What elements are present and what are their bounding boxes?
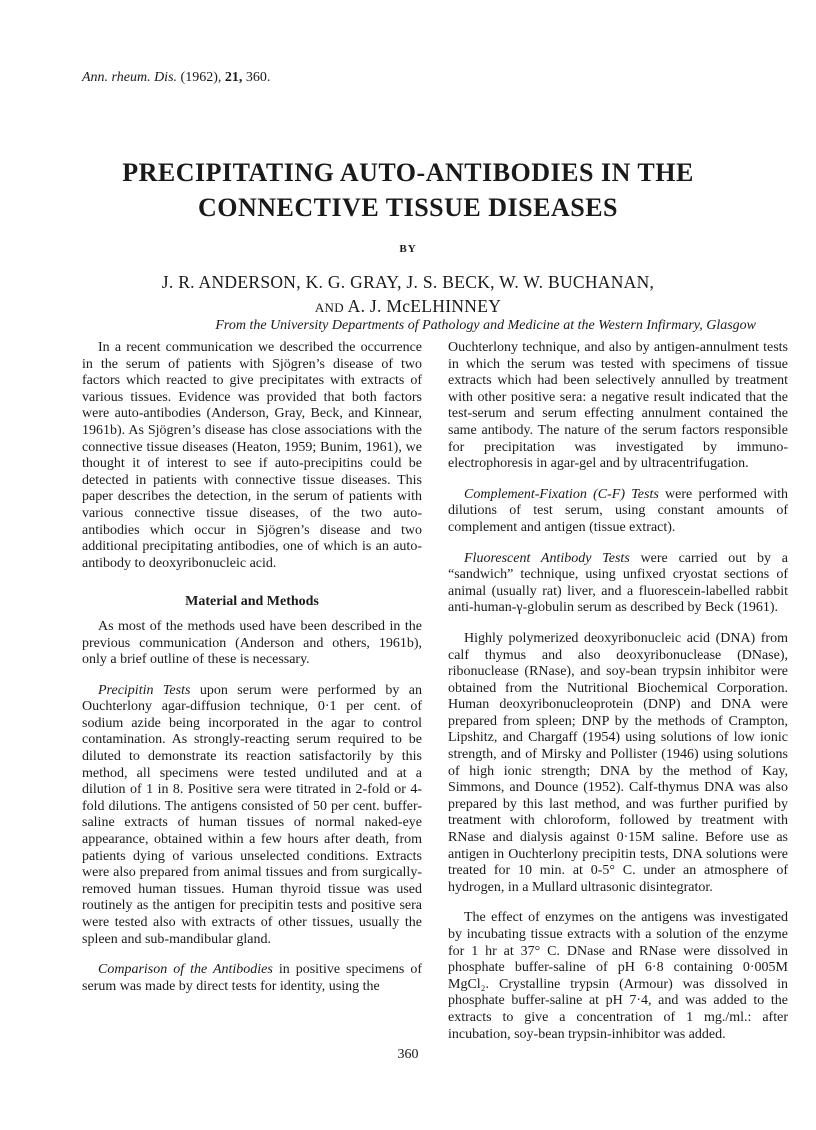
- complement-lead: Complement-Fixation (C-F) Tests: [464, 486, 659, 502]
- fluorescent-paragraph: [448, 551, 788, 617]
- enzyme-paragraph: The effect of enzymes on the antigens was investigated by incubating tissue extracts with a solution of the enzyme for 1 hr at 37° C. DNase and RNase were dissolved in phosphate buffer-saline of pH 6·8 containing 0·005M MgCl₂. Crystalline trypsin (Armour) was dissolved in phosphate buffer-saline at pH 7·4, and was added to the extracts to give a concentration of 1 mg./ml.: after incubation, soy-bean trypsin-inhibitor was added.: [448, 910, 788, 1042]
- citation: [82, 70, 270, 86]
- page-number: 360: [397, 1047, 419, 1062]
- citation-journal: Ann. rheum. Dis.: [82, 70, 178, 85]
- section-heading: Material and Methods: [185, 594, 319, 610]
- authors-line-1: J. R. ANDERSON, K. G. GRAY, J. S. BECK, W. W. BUCHANAN,: [161, 272, 655, 292]
- intro-paragraph: In a recent communication we described the occurrence in the serum of patients with Sjögren’s disease of two factors which reacted to give precipitates with extracts of various tissues. Evidence was provided that both factors were auto-antibodies (Anderson, Gray, Beck, and Kinnear, 1961b). As Sjögren’s disease has close associations with the connective tissue diseases (Heaton, 1959; Bunim, 1961), we thought it of interest to see if auto-precipitins could be detected in patients with connective tissue diseases. This paper describes the detection, in the serum of patients with various connective tissue diseases, of the two auto-antibodies which occur in Sjögren’s disease and two additional precipitating antibodies, one of which is an auto-antibody to deoxyribonucleic acid.: [82, 340, 422, 571]
- comparison-lead: Comparison of the Antibodies: [98, 962, 273, 978]
- affiliation: From the University Departments of Pathology and Medicine at the Western Infirmary, Glasgow: [215, 318, 756, 333]
- authors: [40, 270, 776, 320]
- citation-year: (1962),: [180, 70, 222, 85]
- article-title: [40, 155, 776, 225]
- fluorescent-lead: Fluorescent Antibody Tests: [464, 550, 630, 566]
- title-line-2: CONNECTIVE TISSUE DISEASES: [197, 193, 618, 222]
- methods-intro-paragraph: As most of the methods used have been described in the previous communication (Anderson and others, 1961b), only a brief outline of these is necessary.: [82, 618, 422, 668]
- precipitin-paragraph: [82, 683, 422, 949]
- by-label: BY: [399, 243, 417, 255]
- precipitin-text: upon serum were performed by an Ouchterlony agar-diffusion technique, 0·1 per cent. of sodium azide being incorporated in the agar to control contamination. As strongly-reacting serum required to be diluted to demonstrate its reaction satisfactorily by this method, all specimens were tested undiluted and at a dilution of 1 in 8. Positive sera were titrated in 2-fold or 4-fold dilutions. The antigens consisted of 50 per cent. buffer-saline extracts of human tissues of normal naked-eye appearance, obtained within a few hours after death, from patients dying of various unselected conditions. Extracts were also prepared from animal tissues and from surgically-removed human tissues. Human thyroid tissue was used routinely as the antigen for precipitin tests and positive sera were tested also with extracts of other tissues, usually the spleen and sub-mandibular gland.: [82, 682, 423, 947]
- authors-line-2: A. J. McELHINNEY: [347, 296, 502, 316]
- right-column: [448, 340, 788, 1043]
- fluorescent-text: were carried out by a “sandwich” technique, using unfixed cryostat sections of animal (usually rat) liver, and a fluorescein-labelled rabbit anti-human-γ-globulin serum as described by Beck (1961).: [448, 550, 788, 616]
- dna-paragraph: Highly polymerized deoxyribonucleic acid (DNA) from calf thymus and also deoxyribonuclease (DNase), ribonuclease (RNase), and soy-bean trypsin inhibitor were obtained from the Nutritional Biochemical Corporation. Human deoxyribonucleoprotein (DNP) and DNA were prepared from spleen; DNP by the methods of Crampton, Lipshitz, and Chargaff (1954) using solutions of low ionic strength, and of Mirsky and Pollister (1946) using solutions of high ionic strength; DNA by the method of Kay, Simmons, and Dounce (1952). Calf-thymus DNA was also prepared by this last method, and was further purified by treatment with chloroform, followed by treatment with RNase and dialysis against 0·15M saline. Before use as antigen in Ouchterlony precipitin tests, DNA solutions were treated for 10 min. at 0-5° C. under an atmosphere of hydrogen, in a Mullard ultrasonic disintegrator.: [448, 630, 788, 895]
- comparison-paragraph: [82, 962, 422, 995]
- comparison-text: in positive specimens of serum was made by direct tests for identity, using the: [82, 962, 423, 994]
- citation-volume: 21,: [224, 70, 243, 85]
- authors-and: AND: [314, 300, 344, 315]
- title-line-1: PRECIPITATING AUTO-ANTIBODIES IN THE: [122, 158, 694, 187]
- complement-paragraph: [448, 487, 788, 537]
- complement-text: were performed with dilutions of test serum, using constant amounts of complement and antigen (tissue extract).: [448, 486, 788, 535]
- precipitin-lead: Precipitin Tests: [98, 682, 191, 698]
- ouchterlony-paragraph: Ouchterlony technique, and also by antigen-annulment tests in which the serum was tested with specimens of tissue extracts which had been selectively annulled by treatment with other positive sera: a negative result indicated that the test-serum and serum effecting annulment contained the same antibody. The nature of the serum factors responsible for precipitation was investigated by immuno-electrophoresis in agar-gel and by ultracentrifugation.: [448, 340, 788, 472]
- citation-page: 360.: [245, 70, 271, 85]
- left-column: [82, 340, 422, 995]
